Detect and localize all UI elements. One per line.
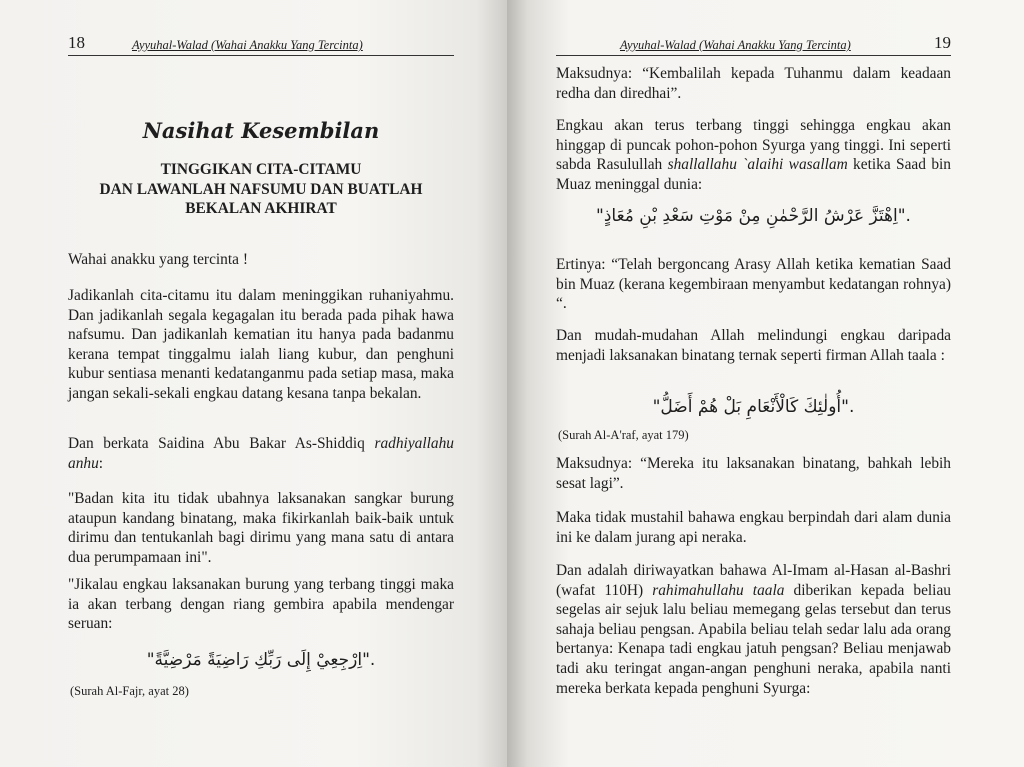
page-number: 19 — [934, 33, 951, 52]
arabic-hadith: ."اِهْتَزَّ عَرْشُ الرَّحْمٰنِ مِنْ مَوْتِ سَعْدِ بْنِ مُعَاذٍ" — [596, 206, 911, 226]
section-title-line: TINGGIKAN CITA-CITAMU — [160, 161, 362, 178]
chapter-heading: Nasihat Kesembilan — [142, 118, 380, 143]
running-header: Ayyuhal-Walad (Wahai Anakku Yang Tercinta) — [132, 38, 363, 52]
arabic-verse: ."أُولٰئِكَ كَالْأَنْعَامِ بَلْ هُمْ أَضَلُّ" — [652, 397, 855, 417]
greeting: Wahai anakku yang tercinta ! — [68, 251, 248, 268]
arabic-verse: ."اِرْجِعِيْ إِلَى رَبِّكِ رَاضِيَةً مَرْضِيَّةً" — [146, 650, 376, 670]
verse-citation: (Surah Al-Fajr, ayat 28) — [70, 684, 189, 698]
page-number: 18 — [68, 33, 85, 52]
paragraph-text: Dan berkata Saidina Abu Bakar As-Shiddiq — [68, 435, 375, 452]
section-title — [68, 160, 454, 219]
paragraph: Jadikanlah cita-citamu itu dalam meninggikan ruhaniyahmu. Dan jadikanlah segala kegagalan itu berada pada pihak hawa nafsumu. Dan jadikanlah kematian itu hanya pada badanmu kerana tempat tinggalmu ialah liang kubur, dan penghuni kubur sentiasa menanti kedatanganmu pada setiap masa, maka jangan sekali-sekali engkau datang kesana tanpa bekalan. — [68, 287, 454, 402]
left-page — [0, 0, 507, 767]
paragraph: Maksudnya: “Mereka itu laksanakan binatang, bahkah lebih sesat lagi”. — [556, 455, 951, 492]
quote-paragraph: "Badan kita itu tidak ubahnya laksanakan sangkar burung ataupun kandang binatang, maka fikirkanlah baik-baik untuk dirimu dan tentukanlah bagi dirimu yang mana satu di antara dua perumpamaan ini". — [68, 490, 454, 566]
left-page-header — [68, 33, 454, 56]
verse-citation: (Surah Al-A'raf, ayat 179) — [558, 428, 689, 442]
paragraph-text: : — [98, 454, 104, 472]
honorific-text: radhiyallahu anhu — [68, 435, 454, 472]
paragraph: Maksudnya: “Kembalilah kepada Tuhanmu dalam keadaan redha dan diredhai”. — [556, 65, 951, 102]
honorific-text: shallallahu `alaihi wasallam — [667, 156, 848, 174]
paragraph-text: ketika Saad bin Muaz meninggal dunia: — [556, 156, 951, 193]
right-page-header — [556, 33, 951, 56]
paragraph: Ertinya: “Telah bergoncang Arasy Allah ketika kematian Saad bin Muaz (kerana kegembiraan menyambut kedatangan rohnya) “. — [556, 256, 951, 313]
paragraph — [68, 434, 454, 473]
paragraph-text: Engkau akan terus terbang tinggi sehingga engkau akan hinggap di puncak pohon-pohon Syurga yang tinggi. Ini seperti sabda Rasulullah — [556, 117, 951, 174]
honorific-text: rahimahullahu taala — [652, 581, 785, 599]
section-title-line: BEKALAN AKHIRAT — [185, 200, 337, 217]
section-title-line: DAN LAWANLAH NAFSUMU DAN BUATLAH — [99, 180, 423, 198]
quote-paragraph: "Jikalau engkau laksanakan burung yang terbang tinggi maka ia akan terbang dengan riang gembira apabila mendengar seruan: — [68, 576, 454, 633]
paragraph — [556, 561, 951, 698]
paragraph-text: diberikan kepada beliau segelas air sejuk lalu beliau memegang gelas tersebut dan terus sahaja beliau pengsan. Apabila beliau telah sedar lalu ada orang bertanya: Kenapa tadi engkau jatuh pengsan? Beliau menjawab tadi aku teringat angan-angan penghuni neraka, apabila nanti mereka berkata kepada penghuni Syurga: — [556, 581, 951, 697]
right-page — [507, 0, 1024, 767]
paragraph-text: Dan adalah diriwayatkan bahawa Al-Imam al-Hasan al-Bashri (wafat 110H) — [556, 562, 951, 599]
paragraph: Maka tidak mustahil bahawa engkau berpindah dari alam dunia ini ke dalam jurang api neraka. — [556, 509, 951, 546]
paragraph: Dan mudah-mudahan Allah melindungi engkau daripada menjadi laksanakan binatang ternak seperti firman Allah taala : — [556, 327, 951, 364]
paragraph — [556, 116, 951, 194]
running-header: Ayyuhal-Walad (Wahai Anakku Yang Tercinta) — [620, 38, 851, 52]
